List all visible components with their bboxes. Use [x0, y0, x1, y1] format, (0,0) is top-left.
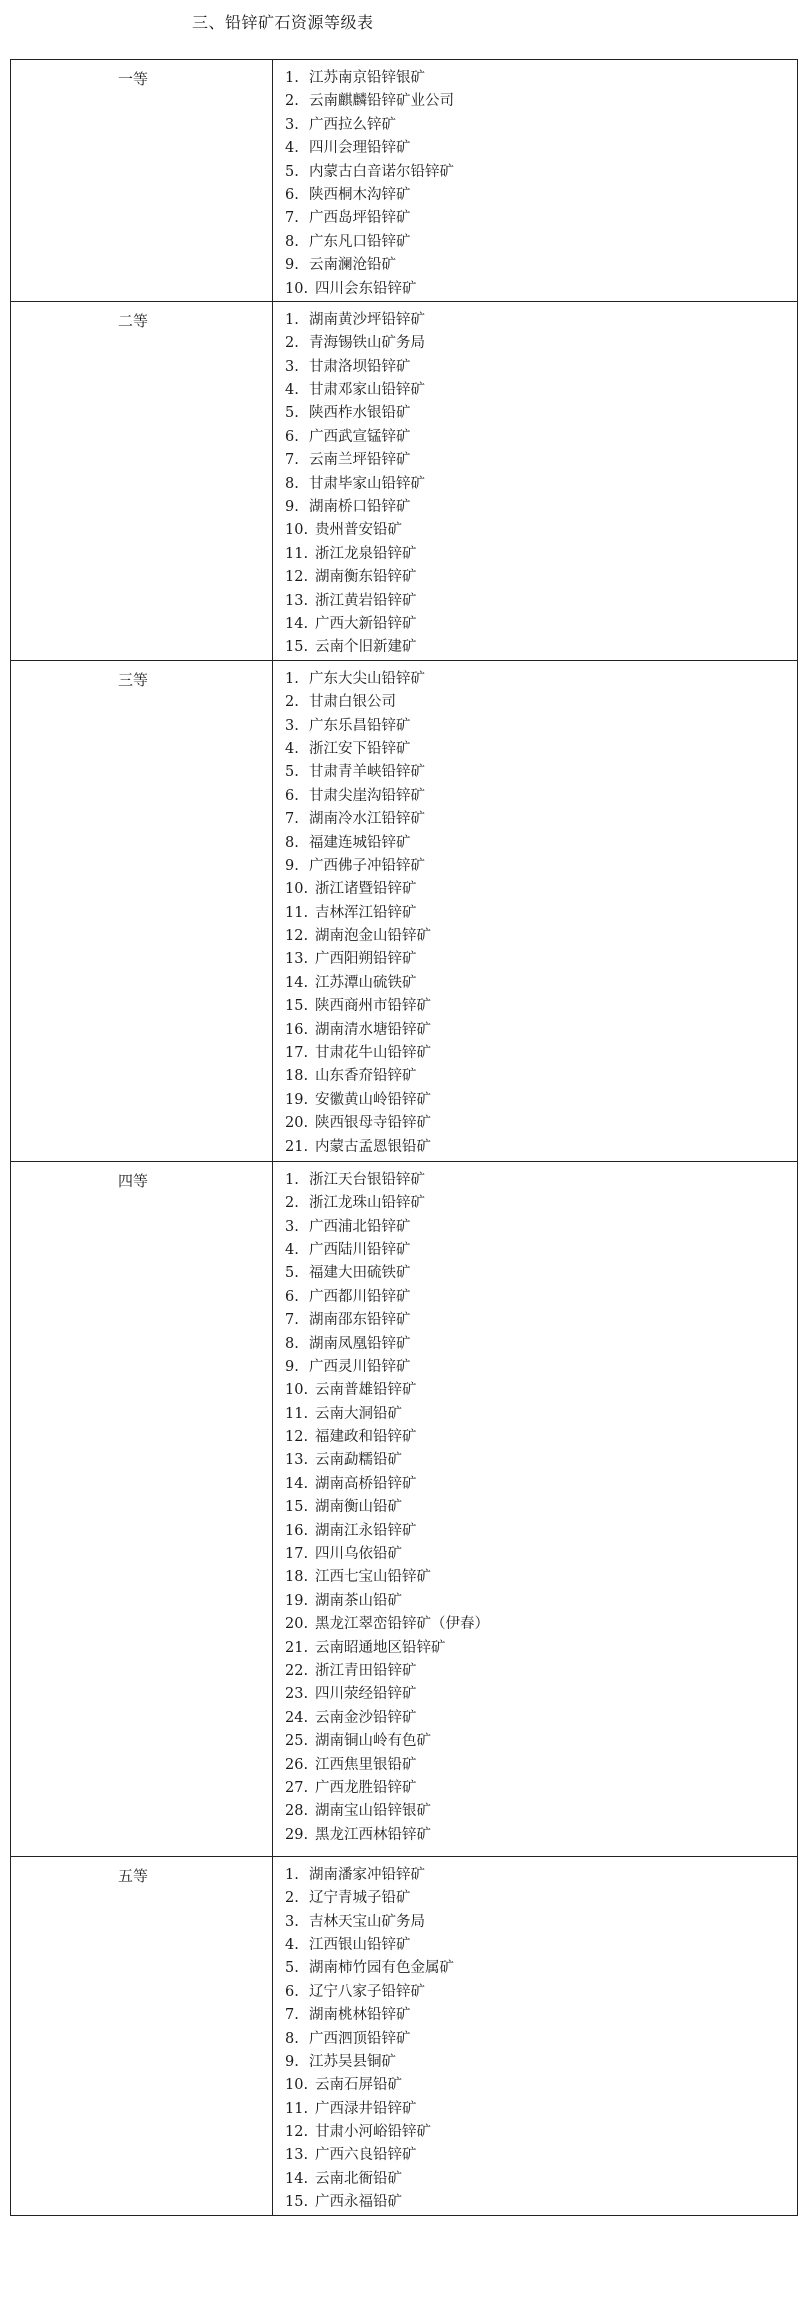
mine-name: 甘肃尖崖沟铅锌矿 — [309, 787, 425, 804]
item-number: 11. — [285, 1405, 309, 1422]
mine-name: 浙江诸暨铅锌矿 — [315, 881, 417, 898]
mine-list-item — [285, 90, 797, 113]
item-number: 4. — [285, 1241, 299, 1258]
item-number: 15. — [285, 998, 309, 1015]
item-number: 7. — [285, 210, 299, 227]
item-number: 1. — [285, 1866, 299, 1883]
item-number: 14. — [285, 2170, 309, 2187]
item-number: 6. — [285, 787, 299, 804]
mine-name: 湖南桥口铅锌矿 — [309, 499, 411, 516]
mine-name: 四川荥经铅锌矿 — [315, 1686, 417, 1703]
mine-name: 陕西商州市铅锌矿 — [315, 998, 431, 1015]
mine-name: 广东乐昌铅锌矿 — [309, 717, 411, 734]
item-number: 10. — [285, 280, 309, 297]
mine-list-item — [285, 1089, 797, 1112]
item-number: 19. — [285, 1592, 309, 1609]
mine-list-item — [285, 808, 797, 831]
item-number: 5. — [285, 405, 299, 422]
mine-name: 甘肃花牛山铅锌矿 — [315, 1045, 431, 1062]
mine-list-item — [285, 1112, 797, 1135]
item-number: 5. — [285, 764, 299, 781]
mine-name: 浙江青田铅锌矿 — [315, 1662, 417, 1679]
mine-list-item — [285, 2028, 797, 2051]
mine-name: 湖南铜山岭有色矿 — [315, 1733, 431, 1750]
mine-list-item — [285, 972, 797, 995]
mine-name: 四川会东铅锌矿 — [315, 280, 417, 297]
mine-name: 甘肃青羊峡铅锌矿 — [309, 764, 425, 781]
mine-list — [273, 302, 797, 660]
mine-list-item — [285, 2168, 797, 2191]
mine-list-item — [285, 1309, 797, 1332]
mine-list-item — [285, 761, 797, 784]
grade-label: 二等 — [118, 311, 149, 330]
mine-list-item — [285, 332, 797, 355]
mine-list-item — [285, 1590, 797, 1613]
mine-list-item — [285, 184, 797, 207]
mine-name: 甘肃洛坝铅锌矿 — [309, 358, 411, 375]
mine-list-item — [285, 2051, 797, 2074]
mine-name: 甘肃毕家山铅锌矿 — [309, 475, 425, 492]
mine-list-item — [285, 1637, 797, 1660]
mine-name: 广西岛坪铅锌矿 — [309, 210, 411, 227]
item-number: 1. — [285, 311, 299, 328]
item-number: 1. — [285, 670, 299, 687]
mine-name: 内蒙古孟恩银铅矿 — [315, 1138, 431, 1155]
item-number: 8. — [285, 233, 299, 250]
item-number: 21. — [285, 1138, 309, 1155]
item-number: 14. — [285, 974, 309, 991]
mine-name: 湖南高桥铅锌矿 — [315, 1475, 417, 1492]
item-number: 8. — [285, 475, 299, 492]
mine-name: 福建政和铅锌矿 — [315, 1429, 417, 1446]
mine-list-item — [285, 566, 797, 589]
item-number: 14. — [285, 1475, 309, 1492]
mine-list — [273, 1857, 797, 2215]
mine-list-item — [285, 1065, 797, 1088]
item-number: 18. — [285, 1569, 309, 1586]
mine-name: 广西永福铅矿 — [315, 2194, 402, 2211]
mine-name: 云南兰坪铅锌矿 — [309, 452, 411, 469]
mine-list-item — [285, 738, 797, 761]
item-number: 10. — [285, 881, 309, 898]
mine-name: 甘肃小河峪铅锌矿 — [315, 2124, 431, 2141]
item-number: 13. — [285, 2147, 309, 2164]
mine-list-item — [285, 496, 797, 519]
mine-list-item — [285, 1683, 797, 1706]
item-number: 7. — [285, 1312, 299, 1329]
item-number: 18. — [285, 1068, 309, 1085]
item-number: 3. — [285, 116, 299, 133]
item-number: 10. — [285, 522, 309, 539]
mine-list-item — [285, 1216, 797, 1239]
mine-name: 广西龙胜铅锌矿 — [315, 1779, 417, 1796]
item-number: 7. — [285, 452, 299, 469]
grade-row — [11, 660, 798, 1161]
mine-list-item — [285, 1777, 797, 1800]
grade-label: 一等 — [118, 70, 149, 88]
mine-list-item — [285, 1496, 797, 1519]
mine-list-item — [285, 1864, 797, 1887]
item-number: 2. — [285, 1195, 299, 1212]
mine-name: 湖南冷水江铅锌矿 — [309, 811, 425, 828]
mine-name: 广西武宣锰锌矿 — [309, 428, 411, 445]
mine-list-item — [285, 1473, 797, 1496]
grade-label: 五等 — [118, 1866, 149, 1885]
item-number: 2. — [285, 335, 299, 352]
mine-name: 浙江天台银铅锌矿 — [309, 1171, 425, 1188]
mine-name: 甘肃白银公司 — [309, 694, 396, 711]
item-number: 8. — [285, 2030, 299, 2047]
mine-list-item — [285, 2074, 797, 2097]
mine-name: 江苏潭山硫铁矿 — [315, 974, 417, 991]
mine-name: 湖南衡东铅锌矿 — [315, 569, 417, 586]
mine-name: 广西泗顶铅锌矿 — [309, 2030, 411, 2047]
mine-list-item — [285, 309, 797, 332]
item-number: 12. — [285, 569, 309, 586]
mine-name: 江西七宝山铅锌矿 — [315, 1569, 431, 1586]
mine-list — [273, 60, 797, 301]
mine-name: 湖南清水塘铅锌矿 — [315, 1021, 431, 1038]
item-number: 23. — [285, 1686, 309, 1703]
mine-name: 湖南江永铅锌矿 — [315, 1522, 417, 1539]
mine-list-item — [285, 231, 797, 254]
mine-list-item — [285, 278, 797, 301]
page-title: 三、铅锌矿石资源等级表 — [192, 13, 374, 32]
mine-name: 江西银山铅锌矿 — [309, 1936, 411, 1953]
mine-list-item — [285, 1887, 797, 1910]
mine-name: 山东香夼铅锌矿 — [315, 1068, 417, 1085]
mine-name: 云南昭通地区铅锌矿 — [315, 1639, 446, 1656]
mine-list-item — [285, 1934, 797, 1957]
item-number: 3. — [285, 358, 299, 375]
item-number: 3. — [285, 1218, 299, 1235]
mine-list-item — [285, 715, 797, 738]
mine-list-item — [285, 902, 797, 925]
mine-name: 辽宁青城子铅矿 — [309, 1890, 411, 1907]
mine-list-item — [285, 1981, 797, 2004]
item-number: 26. — [285, 1756, 309, 1773]
mine-list-item — [285, 519, 797, 542]
item-number: 9. — [285, 1358, 299, 1375]
grade-cell — [11, 60, 273, 302]
grade-table — [10, 59, 798, 2216]
mine-list-cell — [273, 1856, 798, 2215]
mine-name: 云南澜沧铅矿 — [309, 257, 396, 274]
mine-list-item — [285, 2004, 797, 2027]
item-number: 17. — [285, 1546, 309, 1563]
grade-label: 三等 — [118, 670, 149, 689]
mine-name: 广西阳朔铅锌矿 — [315, 951, 417, 968]
mine-name: 广西大新铅锌矿 — [315, 615, 417, 632]
mine-name: 云南麒麟铅锌矿业公司 — [309, 93, 454, 110]
mine-name: 黑龙江西林铅锌矿 — [315, 1826, 431, 1843]
mine-list-item — [285, 995, 797, 1018]
mine-list-item — [285, 137, 797, 160]
mine-list-item — [285, 473, 797, 496]
item-number: 13. — [285, 592, 309, 609]
mine-list-item — [285, 1707, 797, 1730]
item-number: 11. — [285, 904, 309, 921]
grade-row — [11, 1856, 798, 2215]
mine-name: 四川乌依铅矿 — [315, 1546, 402, 1563]
item-number: 4. — [285, 140, 299, 157]
mine-list-item — [285, 1192, 797, 1215]
item-number: 9. — [285, 499, 299, 516]
mine-name: 陕西桐木沟锌矿 — [309, 186, 411, 203]
item-number: 16. — [285, 1021, 309, 1038]
mine-name: 陕西银母寺铅锌矿 — [315, 1115, 431, 1132]
mine-name: 广西陆川铅锌矿 — [309, 1241, 411, 1258]
mine-list-item — [285, 1239, 797, 1262]
item-number: 6. — [285, 1983, 299, 2000]
mine-name: 广东大尖山铅锌矿 — [309, 670, 425, 687]
item-number: 2. — [285, 93, 299, 110]
item-number: 8. — [285, 1335, 299, 1352]
mine-name: 湖南凤凰铅锌矿 — [309, 1335, 411, 1352]
mine-list-item — [285, 855, 797, 878]
grade-cell — [11, 301, 273, 660]
mine-name: 青海锡铁山矿务局 — [309, 335, 425, 352]
mine-name: 广西都川铅锌矿 — [309, 1288, 411, 1305]
mine-name: 湖南黄沙坪铅锌矿 — [309, 311, 425, 328]
mine-list-item — [285, 1019, 797, 1042]
mine-name: 福建连城铅锌矿 — [309, 834, 411, 851]
item-number: 4. — [285, 740, 299, 757]
item-number: 21. — [285, 1639, 309, 1656]
mine-name: 浙江安下铅锌矿 — [309, 740, 411, 757]
mine-name: 广西灵川铅锌矿 — [309, 1358, 411, 1375]
mine-list-item — [285, 1403, 797, 1426]
mine-list-item — [285, 1356, 797, 1379]
mine-list-item — [285, 1613, 797, 1636]
mine-list-item — [285, 254, 797, 277]
item-number: 19. — [285, 1091, 309, 1108]
mine-name: 广西浦北铅锌矿 — [309, 1218, 411, 1235]
mine-name: 云南金沙铅锌矿 — [315, 1709, 417, 1726]
item-number: 14. — [285, 615, 309, 632]
grade-row — [11, 60, 798, 302]
mine-list-item — [285, 1262, 797, 1285]
mine-list-item — [285, 1566, 797, 1589]
mine-name: 黑龙江翠峦铅锌矿（伊春） — [315, 1616, 489, 1633]
mine-list-cell — [273, 301, 798, 660]
mine-list-item — [285, 1333, 797, 1356]
mine-name: 湖南衡山铅矿 — [315, 1499, 402, 1516]
mine-name: 四川会理铅锌矿 — [309, 140, 411, 157]
mine-list-cell — [273, 60, 798, 302]
item-number: 9. — [285, 857, 299, 874]
mine-name: 湖南潘家冲铅锌矿 — [309, 1866, 425, 1883]
mine-name: 湖南柿竹园有色金属矿 — [309, 1960, 454, 1977]
item-number: 13. — [285, 1452, 309, 1469]
mine-list-item — [285, 878, 797, 901]
mine-list-cell — [273, 1161, 798, 1856]
mine-list-item — [285, 1911, 797, 1934]
mine-list-item — [285, 948, 797, 971]
mine-name: 云南大洞铅矿 — [315, 1405, 402, 1422]
item-number: 1. — [285, 70, 299, 86]
item-number: 13. — [285, 951, 309, 968]
mine-name: 福建大田硫铁矿 — [309, 1265, 411, 1282]
mine-list-item — [285, 2144, 797, 2167]
mine-list-item — [285, 785, 797, 808]
mine-list-item — [285, 1136, 797, 1159]
mine-name: 广东凡口铅锌矿 — [309, 233, 411, 250]
mine-list-item — [285, 161, 797, 184]
mine-name: 辽宁八家子铅锌矿 — [309, 1983, 425, 2000]
item-number: 11. — [285, 2100, 309, 2117]
mine-list-item — [285, 379, 797, 402]
item-number: 27. — [285, 1779, 309, 1796]
mine-list-item — [285, 1286, 797, 1309]
grade-cell — [11, 1161, 273, 1856]
mine-name: 湖南邵东铅锌矿 — [309, 1312, 411, 1329]
mine-list-item — [285, 1042, 797, 1065]
mine-list-item — [285, 590, 797, 613]
mine-list — [273, 661, 797, 1159]
item-number: 3. — [285, 1913, 299, 1930]
item-number: 25. — [285, 1733, 309, 1750]
mine-name: 吉林浑江铅锌矿 — [315, 904, 417, 921]
item-number: 12. — [285, 1429, 309, 1446]
item-number: 12. — [285, 928, 309, 945]
mine-list-item — [285, 1730, 797, 1753]
item-number: 2. — [285, 1890, 299, 1907]
item-number: 24. — [285, 1709, 309, 1726]
mine-name: 江苏吴县铜矿 — [309, 2053, 396, 2070]
item-number: 6. — [285, 1288, 299, 1305]
grade-row — [11, 301, 798, 660]
mine-list-item — [285, 2121, 797, 2144]
mine-name: 湖南桃林铅锌矿 — [309, 2007, 411, 2024]
mine-name: 陕西柞水银铅矿 — [309, 405, 411, 422]
mine-name: 云南勐糯铅矿 — [315, 1452, 402, 1469]
item-number: 22. — [285, 1662, 309, 1679]
table-body — [11, 60, 798, 2216]
item-number: 11. — [285, 545, 309, 562]
mine-list — [273, 1162, 797, 1847]
mine-list-item — [285, 668, 797, 691]
mine-list-item — [285, 1520, 797, 1543]
mine-list-item — [285, 1426, 797, 1449]
mine-list-item — [285, 925, 797, 948]
item-number: 20. — [285, 1115, 309, 1132]
item-number: 12. — [285, 2124, 309, 2141]
mine-name: 广西拉么锌矿 — [309, 116, 396, 133]
mine-name: 广西佛子冲铅锌矿 — [309, 857, 425, 874]
mine-list-item — [285, 1449, 797, 1472]
mine-name: 贵州普安铅矿 — [315, 522, 402, 539]
mine-name: 甘肃邓家山铅锌矿 — [309, 382, 425, 399]
item-number: 15. — [285, 2194, 309, 2211]
mine-name: 内蒙古白音诺尔铅锌矿 — [309, 163, 454, 180]
mine-name: 云南北衙铅矿 — [315, 2170, 402, 2187]
item-number: 10. — [285, 2077, 309, 2094]
mine-list-cell — [273, 660, 798, 1161]
item-number: 9. — [285, 257, 299, 274]
item-number: 4. — [285, 382, 299, 399]
mine-list-item — [285, 1824, 797, 1847]
item-number: 15. — [285, 1499, 309, 1516]
item-number: 6. — [285, 186, 299, 203]
mine-list-item — [285, 2098, 797, 2121]
mine-name: 浙江龙泉铅锌矿 — [315, 545, 417, 562]
mine-name: 安徽黄山岭铅锌矿 — [315, 1091, 431, 1108]
mine-list-item — [285, 449, 797, 472]
item-number: 4. — [285, 1936, 299, 1953]
grade-row — [11, 1161, 798, 1856]
mine-list-item — [285, 2191, 797, 2214]
grade-label: 四等 — [118, 1171, 149, 1190]
mine-list-item — [285, 1800, 797, 1823]
mine-name: 广西六良铅锌矿 — [315, 2147, 417, 2164]
item-number: 2. — [285, 694, 299, 711]
mine-name: 湖南泡金山铅锌矿 — [315, 928, 431, 945]
mine-list-item — [285, 636, 797, 659]
mine-name: 浙江黄岩铅锌矿 — [315, 592, 417, 609]
item-number: 8. — [285, 834, 299, 851]
grade-cell — [11, 660, 273, 1161]
mine-list-item — [285, 207, 797, 230]
item-number: 5. — [285, 1960, 299, 1977]
item-number: 9. — [285, 2053, 299, 2070]
mine-name: 江苏南京铅锌银矿 — [309, 70, 425, 86]
item-number: 20. — [285, 1616, 309, 1633]
item-number: 16. — [285, 1522, 309, 1539]
mine-name: 江西焦里银铅矿 — [315, 1756, 417, 1773]
mine-list-item — [285, 67, 797, 90]
mine-list-item — [285, 1660, 797, 1683]
item-number: 28. — [285, 1803, 309, 1820]
item-number: 7. — [285, 811, 299, 828]
grade-cell — [11, 1856, 273, 2215]
item-number: 3. — [285, 717, 299, 734]
mine-name: 云南普雄铅锌矿 — [315, 1382, 417, 1399]
item-number: 29. — [285, 1826, 309, 1843]
mine-name: 吉林天宝山矿务局 — [309, 1913, 425, 1930]
mine-name: 湖南宝山铅锌银矿 — [315, 1803, 431, 1820]
mine-list-item — [285, 114, 797, 137]
mine-name: 湖南茶山铅矿 — [315, 1592, 402, 1609]
mine-list-item — [285, 832, 797, 855]
mine-list-item — [285, 1169, 797, 1192]
mine-list-item — [285, 1543, 797, 1566]
item-number: 5. — [285, 1265, 299, 1282]
item-number: 10. — [285, 1382, 309, 1399]
mine-list-item — [285, 426, 797, 449]
item-number: 5. — [285, 163, 299, 180]
mine-list-item — [285, 356, 797, 379]
mine-list-item — [285, 613, 797, 636]
mine-list-item — [285, 1754, 797, 1777]
mine-list-item — [285, 1957, 797, 1980]
mine-name: 广西渌井铅锌矿 — [315, 2100, 417, 2117]
mine-list-item — [285, 543, 797, 566]
mine-name: 云南个旧新建矿 — [315, 639, 417, 656]
item-number: 17. — [285, 1045, 309, 1062]
mine-list-item — [285, 691, 797, 714]
item-number: 1. — [285, 1171, 299, 1188]
item-number: 15. — [285, 639, 309, 656]
item-number: 7. — [285, 2007, 299, 2024]
mine-list-item — [285, 1379, 797, 1402]
mine-list-item — [285, 402, 797, 425]
item-number: 6. — [285, 428, 299, 445]
mine-name: 云南石屏铅矿 — [315, 2077, 402, 2094]
mine-name: 浙江龙珠山铅锌矿 — [309, 1195, 425, 1212]
